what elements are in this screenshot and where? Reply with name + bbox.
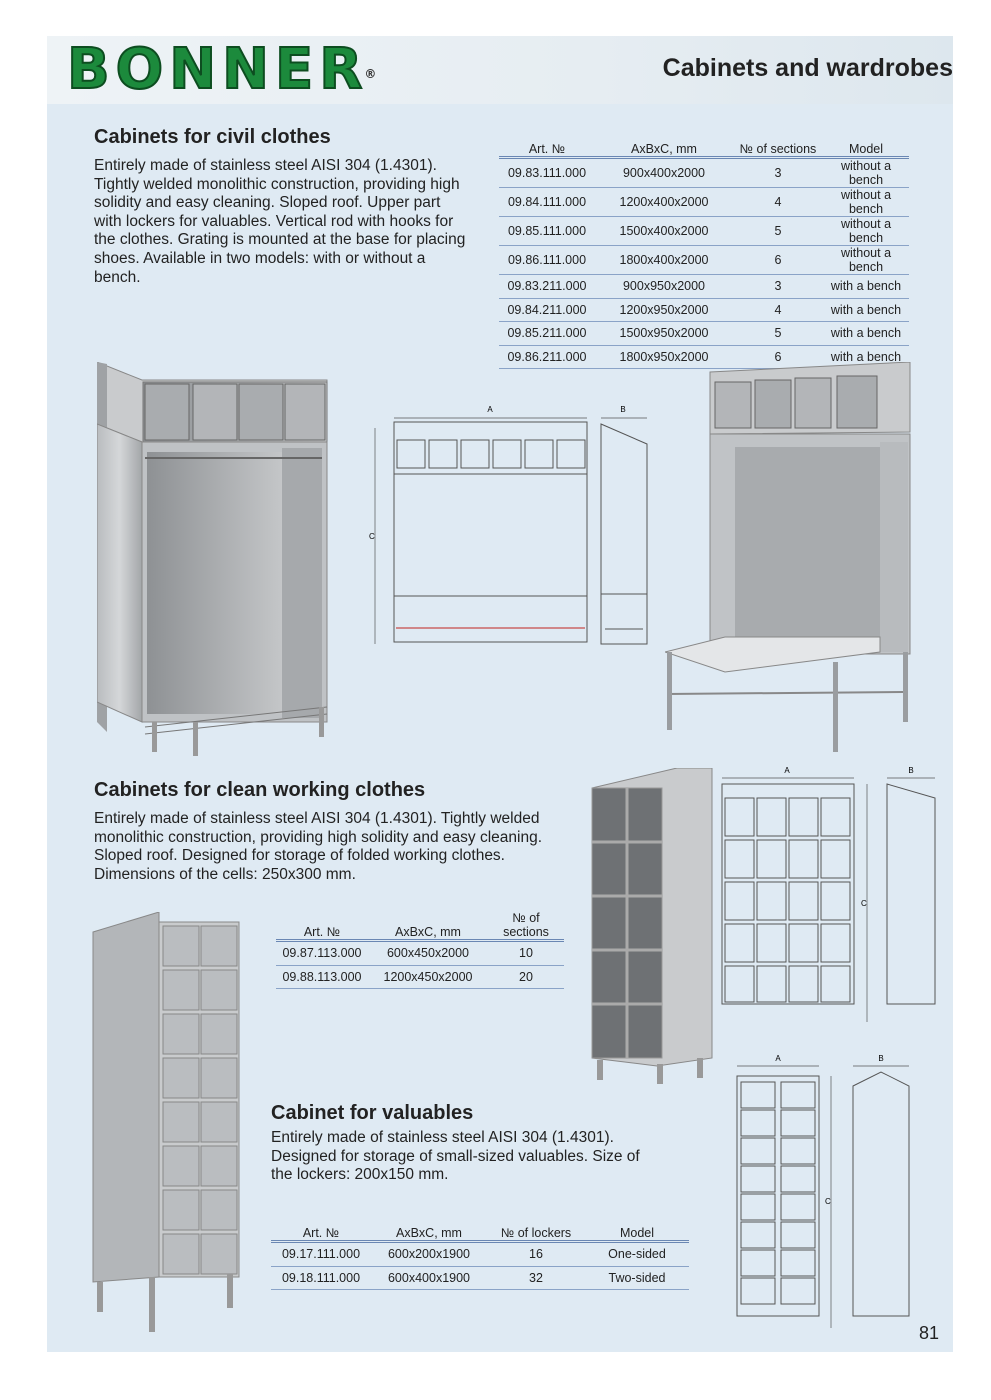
table-row	[499, 217, 909, 246]
dim-c-label: C	[369, 532, 375, 541]
valuables-section-title: Cabinet for valuables	[271, 1102, 474, 1124]
valuables-header-cell: № of lockers	[487, 1218, 585, 1242]
civil-cell: with a bench	[823, 275, 909, 299]
civil-cell: 3	[733, 275, 823, 299]
civil-cell: without a bench	[823, 158, 909, 188]
table-row	[499, 246, 909, 275]
civil-cell: without a bench	[823, 188, 909, 217]
table-row	[499, 158, 909, 188]
working-header-cell: AxBxC, mm	[368, 911, 488, 941]
civil-header-cell: № of sections	[733, 134, 823, 158]
working-header-cell: № of sections	[488, 911, 564, 941]
civil-cell: 1800x950x2000	[595, 345, 733, 369]
page-number: 81	[918, 1323, 939, 1343]
valuables-cell: Two-sided	[585, 1266, 689, 1290]
locker-cabinet-image	[91, 912, 241, 1336]
dim-a-label: A	[487, 405, 493, 414]
working-cell: 1200x450x2000	[368, 965, 488, 989]
valuables-description: Entirely made of stainless steel AISI 304 (1.4301). Designed for storage of small-sized valuables. Size of the lockers: 200x150 mm.	[271, 1129, 640, 1184]
civil-cell: without a bench	[823, 246, 909, 275]
civil-cell: 6	[733, 345, 823, 369]
working-cell: 09.88.113.000	[276, 965, 368, 989]
table-row	[499, 275, 909, 299]
civil-cell: 900x400x2000	[595, 158, 733, 188]
civil-cell: 1200x950x2000	[595, 298, 733, 322]
dim-b-label: B	[878, 1054, 884, 1063]
working-cell: 10	[488, 941, 564, 966]
cabinet-with-bench-image	[665, 362, 913, 758]
civil-cell: 09.84.111.000	[499, 188, 595, 217]
valuables-header-cell: Art. №	[271, 1218, 371, 1242]
page-title: Cabinets and wardrobes	[662, 54, 953, 82]
working-cell: 20	[488, 965, 564, 989]
valuables-cell: One-sided	[585, 1242, 689, 1267]
bonner-logo: BONNER®	[67, 37, 383, 102]
working-cell: 09.87.113.000	[276, 941, 368, 966]
civil-description: Entirely made of stainless steel AISI 304 (1.4301). Tightly welded monolithic construction, providing high solidity and easy cleaning. Sloped roof. Upper part with lockers for valuables. Vertical rod with hooks for the clothes. Grating is mounted at the base for placing shoes. Available in two models: with or without a bench.	[94, 157, 466, 286]
civil-cell: 5	[733, 217, 823, 246]
valuables-side-drawing	[847, 1052, 917, 1334]
civil-cell: 5	[733, 322, 823, 346]
working-header-cell: Art. №	[276, 911, 368, 941]
cabinet-without-bench-image	[97, 362, 329, 758]
civil-cell: 4	[733, 188, 823, 217]
civil-cell: 1200x400x2000	[595, 188, 733, 217]
working-description: Entirely made of stainless steel AISI 304 (1.4301). Tightly welded monolithic construction, providing high solidity and easy cleaning. Sloped roof. Designed for storage of folded working clothes. Dimensions of the cells: 250x300 mm.	[94, 810, 543, 883]
civil-header-cell: Model	[823, 134, 909, 158]
table-row	[276, 965, 564, 989]
dim-c-label: C	[825, 1197, 831, 1206]
table-row	[271, 1242, 689, 1267]
civil-spec-table	[499, 134, 909, 369]
civil-cell: with a bench	[823, 298, 909, 322]
civil-header-cell: AxBxC, mm	[595, 134, 733, 158]
civil-cell: with a bench	[823, 345, 909, 369]
civil-cell: 09.85.111.000	[499, 217, 595, 246]
valuables-spec-table	[271, 1218, 689, 1290]
civil-header-cell: Art. №	[499, 134, 595, 158]
catalog-page	[47, 36, 953, 1352]
civil-section-title: Cabinets for civil clothes	[94, 126, 331, 148]
valuables-cell: 09.18.111.000	[271, 1266, 371, 1290]
table-row	[271, 1266, 689, 1290]
valuables-header-cell: AxBxC, mm	[371, 1218, 487, 1242]
working-spec-table	[276, 911, 564, 989]
civil-cell: 09.86.111.000	[499, 246, 595, 275]
civil-cell: 6	[733, 246, 823, 275]
civil-cell: 09.83.211.000	[499, 275, 595, 299]
valuables-cell: 09.17.111.000	[271, 1242, 371, 1267]
table-row	[499, 188, 909, 217]
civil-cell: 900x950x2000	[595, 275, 733, 299]
civil-cell: 4	[733, 298, 823, 322]
table-row	[276, 941, 564, 966]
working-cell: 600x450x2000	[368, 941, 488, 966]
valuables-cell: 32	[487, 1266, 585, 1290]
dim-a-label: A	[775, 1054, 781, 1063]
valuables-cell: 16	[487, 1242, 585, 1267]
dim-c-label: C	[861, 899, 867, 908]
civil-cell: without a bench	[823, 217, 909, 246]
open-shelf-cabinet-image	[587, 768, 717, 1088]
dim-b-label: B	[908, 766, 914, 775]
working-front-drawing	[717, 764, 877, 1028]
civil-cell: 3	[733, 158, 823, 188]
civil-cell: 09.85.211.000	[499, 322, 595, 346]
working-side-drawing	[883, 764, 939, 1028]
table-row	[499, 322, 909, 346]
valuables-front-drawing	[723, 1052, 843, 1334]
valuables-header-cell: Model	[585, 1218, 689, 1242]
dim-a-label: A	[784, 766, 790, 775]
civil-cell: 1500x400x2000	[595, 217, 733, 246]
civil-cell: with a bench	[823, 322, 909, 346]
valuables-cell: 600x400x1900	[371, 1266, 487, 1290]
dim-b-label: B	[620, 405, 626, 414]
civil-cell: 09.83.111.000	[499, 158, 595, 188]
civil-cell: 09.86.211.000	[499, 345, 595, 369]
civil-cell: 1500x950x2000	[595, 322, 733, 346]
table-row	[499, 298, 909, 322]
civil-cell: 1800x400x2000	[595, 246, 733, 275]
civil-side-drawing	[597, 404, 653, 648]
page-header	[47, 36, 953, 104]
working-section-title: Cabinets for clean working clothes	[94, 779, 426, 801]
civil-front-drawing	[369, 404, 593, 648]
valuables-cell: 600x200x1900	[371, 1242, 487, 1267]
civil-cell: 09.84.211.000	[499, 298, 595, 322]
